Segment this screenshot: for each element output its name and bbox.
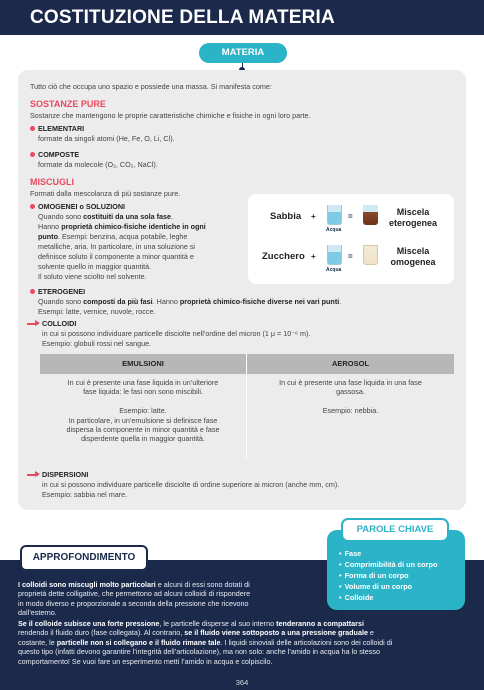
arrow-right-icon — [27, 323, 38, 325]
composte-desc: formate da molecole (O₂, CO₂, NaCl). — [38, 160, 158, 169]
result-homogeneous: Miscela omogenea — [390, 246, 436, 267]
keyword-item: • Forma di un corpo — [339, 570, 437, 581]
approfondimento-line: dall’esterno. — [18, 608, 57, 618]
bullet-icon — [30, 126, 35, 131]
composte-title: COMPOSTE — [38, 150, 80, 159]
equals-sign: = — [348, 212, 353, 221]
bullet-icon — [30, 289, 35, 294]
keywords-list — [339, 548, 437, 603]
plus-sign: + — [311, 252, 316, 261]
water-glass-icon — [327, 205, 342, 225]
elementari-desc: formate da singoli atomi (He, Fe, O, Li, Cl). — [38, 134, 175, 143]
pure-desc: Sostanze che mantengono le proprie caratteristiche chimiche e fisiche in ogni loro parte. — [30, 111, 311, 120]
section-pill: MATERIA — [199, 43, 287, 63]
eterogenei-line: Quando sono composti da più fasi. Hanno proprietà chimico-fisiche diverse nei vari punti. — [38, 297, 342, 306]
arrow-right-icon — [27, 474, 38, 476]
omogenei-line: Quando sono costituiti da una sola fase. — [38, 212, 174, 221]
dispersioni-line: Esempio: sabbia nel mare. — [42, 490, 128, 499]
approfondimento-line: Se il colloide subisce una forte pressione, le particelle disperse al suo interno tenderanno a compattarsi — [18, 619, 364, 628]
table-cell-aerosol: In cui è presente una fase liquida in una fase gassosa. Esempio: nebbia. — [279, 378, 422, 416]
keyword-item: • Comprimibilità di un corpo — [339, 559, 437, 570]
colloidi-title: COLLOIDI — [42, 319, 77, 328]
sabbia-label: Sabbia — [270, 211, 302, 222]
dispersioni-title: DISPERSIONI — [42, 470, 89, 479]
keyword-item: • Fase — [339, 548, 437, 559]
equals-sign: = — [348, 252, 353, 261]
omogenei-line: punto. Esempi: benzina, acqua potabile, leghe — [38, 232, 188, 241]
title-bar — [0, 0, 484, 35]
keywords-title: PAROLE CHIAVE — [341, 518, 449, 542]
table-cell-emulsioni: In cui è presente una fase liquida in un’ulteriore fase liquida: le fasi non sono miscibili. Esempio: latte. In particolare, in un’emulsione si definisce fase dispersa la componente in minor quantità e fase disperdente quella in maggior quantità. — [66, 378, 220, 444]
omogenei-line: metalliche, aria. In particolare, in una soluzione si — [38, 242, 196, 251]
zucchero-label: Zucchero — [262, 251, 305, 262]
plus-sign: + — [311, 212, 316, 221]
heterogeneous-mixture-icon — [363, 205, 378, 225]
keyword-item: • Volume di un corpo — [339, 581, 437, 592]
colloidi-line: Esempio: globuli rossi nel sangue. — [42, 339, 152, 348]
homogeneous-mixture-icon — [363, 245, 378, 265]
approfondimento-line: in modo diverso e proporzionale a seconda della pressione che ricevono — [18, 598, 249, 608]
approfondimento-line: comportamento! Se vuoi fare un esperimento metti l’amido in acqua e colpiscilo. — [18, 656, 273, 666]
bullet-icon — [30, 204, 35, 209]
miscugli-desc: Formati dalla mescolanza di più sostanze pure. — [30, 189, 181, 198]
water-label: Acqua — [326, 227, 342, 233]
bullet-icon — [30, 152, 35, 157]
approfondimento-line: I colloidi sono miscugli molto particolari e alcuni di essi sono dotati di — [18, 580, 250, 589]
table-header-aerosol: AEROSOL — [247, 354, 454, 374]
page-number: 364 — [235, 678, 249, 687]
page-title: COSTITUZIONE DELLA MATERIA — [30, 7, 335, 28]
approfondimento-title: APPROFONDIMENTO — [20, 545, 148, 571]
eterogenei-line: Esempi: latte, vernice, nuvole, rocce. — [38, 307, 156, 316]
miscugli-heading: MISCUGLI — [30, 177, 74, 187]
keyword-item: • Colloide — [339, 592, 437, 603]
water-glass-icon — [327, 245, 342, 265]
approfondimento-line: rendendo il fluido duro (fase collegata). Al contrario, se il fluido viene sottoposto a una pressione graduale e — [18, 628, 374, 638]
water-label: Acqua — [326, 267, 342, 273]
approfondimento-line: costante, le particelle non si collegano e il fluido rimane tale. I liquidi sinoviali delle articolazioni sono dei colloidi di — [18, 637, 393, 647]
elementari-title: ELEMENTARI — [38, 124, 85, 133]
omogenei-line: solvente quello in maggior quantità. — [38, 262, 152, 271]
table-header-emulsioni: EMULSIONI — [40, 354, 246, 374]
omogenei-line: definisce soluto il componente a minor quantità e — [38, 252, 194, 261]
approfondimento-line: questo tipo (infatti devono garantire l’integrità dell’articolazione), ma non solo: anche l’amido in acqua ha lo stesso — [18, 647, 380, 657]
result-heterogeneous: Miscela eterogenea — [388, 207, 438, 228]
dispersioni-line: in cui si possono individuare particelle disciolte di ordine superiore ai micron (anche mm, cm). — [42, 480, 340, 489]
eterogenei-title: ETEROGENEI — [38, 287, 86, 296]
pure-heading: SOSTANZE PURE — [30, 99, 106, 109]
omogenei-line: Il soluto viene sciolto nel solvente. — [38, 272, 147, 281]
colloidi-line: in cui si possono individuare particelle disciolte nell’ordine del micron (1 μ = 10⁻⁶ m). — [42, 329, 311, 338]
omogenei-title: OMOGENEI o SOLUZIONI — [38, 202, 126, 211]
approfondimento-line: proprietà dette colligative, che permettono ad alcuni colloidi di rispondere — [18, 589, 251, 599]
intro-text: Tutto ciò che occupa uno spazio e possiede una massa. Si manifesta come: — [30, 82, 272, 91]
omogenei-line: Hanno proprietà chimico-fisiche identiche in ogni — [38, 222, 206, 231]
